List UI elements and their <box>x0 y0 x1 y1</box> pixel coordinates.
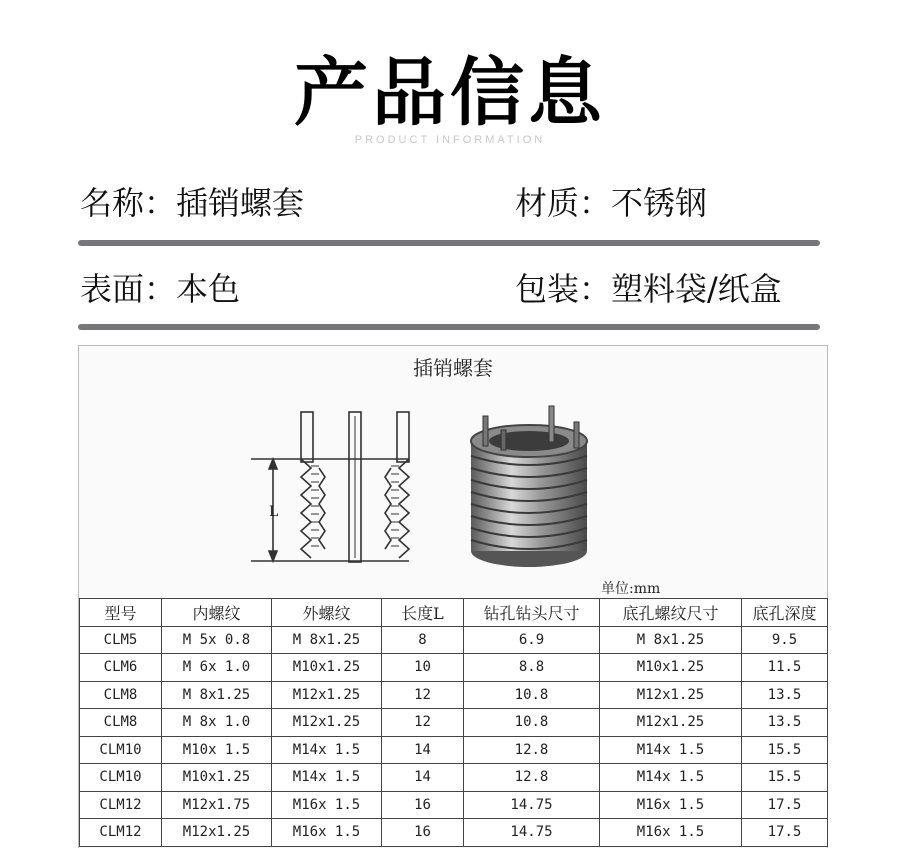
table-cell: 15.5 <box>742 764 828 792</box>
table-cell: 6.9 <box>464 626 600 654</box>
table-cell: CLM12 <box>80 791 162 819</box>
header-inner-thread: 内螺纹 <box>162 599 272 627</box>
table-cell: CLM8 <box>80 681 162 709</box>
table-cell: 12 <box>382 709 464 737</box>
table-cell: M14x 1.5 <box>600 736 742 764</box>
table-header-row <box>80 599 828 627</box>
table-cell: 15.5 <box>742 736 828 764</box>
table-cell: M16x 1.5 <box>272 819 382 847</box>
table-cell: CLM12 <box>80 819 162 847</box>
info-row-1 <box>78 178 820 228</box>
header-tap-size: 底孔螺纹尺寸 <box>600 599 742 627</box>
header-outer-thread: 外螺纹 <box>272 599 382 627</box>
table-cell: CLM5 <box>80 626 162 654</box>
table-cell: M16x 1.5 <box>600 819 742 847</box>
table-cell: M14x 1.5 <box>272 736 382 764</box>
table-cell: M 6x 1.0 <box>162 654 272 682</box>
info-row-2 <box>78 264 820 314</box>
table-cell: 14.75 <box>464 819 600 847</box>
table-cell: 12 <box>382 681 464 709</box>
spec-table <box>79 598 828 847</box>
page-subtitle: PRODUCT INFORMATION <box>354 134 546 146</box>
table-cell: M12x1.25 <box>600 709 742 737</box>
product-material: 材质：不锈钢 <box>515 184 708 222</box>
table-cell: M12x1.25 <box>272 681 382 709</box>
table-cell: M16x 1.5 <box>272 791 382 819</box>
table-cell: 9.5 <box>742 626 828 654</box>
table-cell: M12x1.25 <box>272 709 382 737</box>
unit-label: 单位:mm <box>601 581 661 597</box>
table-cell: 13.5 <box>742 681 828 709</box>
table-cell: 16 <box>382 819 464 847</box>
table-cell: CLM10 <box>80 736 162 764</box>
insert-photo <box>471 406 587 567</box>
table-cell: M12x1.25 <box>600 681 742 709</box>
header-hole-depth: 底孔深度 <box>742 599 828 627</box>
table-cell: 12.8 <box>464 736 600 764</box>
product-figure <box>78 345 828 848</box>
table-cell: 14 <box>382 764 464 792</box>
table-cell: M16x 1.5 <box>600 791 742 819</box>
table-cell: M14x 1.5 <box>272 764 382 792</box>
table-row <box>80 736 828 764</box>
table-cell: M14x 1.5 <box>600 764 742 792</box>
table-cell: M10x1.25 <box>162 764 272 792</box>
table-cell: M10x1.25 <box>272 654 382 682</box>
table-cell: 14 <box>382 736 464 764</box>
table-row <box>80 654 828 682</box>
divider-2 <box>78 324 820 330</box>
table-row <box>80 681 828 709</box>
table-cell: 12.8 <box>464 764 600 792</box>
figure-title: 插销螺套 <box>413 356 493 380</box>
table-cell: M 8x1.25 <box>600 626 742 654</box>
table-cell: 14.75 <box>464 791 600 819</box>
header-length: 长度L <box>382 599 464 627</box>
table-cell: M 5x 0.8 <box>162 626 272 654</box>
table-cell: 17.5 <box>742 819 828 847</box>
header-model: 型号 <box>80 599 162 627</box>
product-surface: 表面：本色 <box>80 270 241 308</box>
table-row <box>80 626 828 654</box>
table-cell: 17.5 <box>742 791 828 819</box>
dimension-label: L <box>269 504 279 520</box>
table-row <box>80 709 828 737</box>
table-cell: 10 <box>382 654 464 682</box>
table-cell: CLM6 <box>80 654 162 682</box>
table-cell: CLM10 <box>80 764 162 792</box>
table-cell: M12x1.75 <box>162 791 272 819</box>
table-cell: 8 <box>382 626 464 654</box>
table-cell: CLM8 <box>80 709 162 737</box>
product-name: 名称：插销螺套 <box>80 184 305 222</box>
table-row <box>80 791 828 819</box>
table-row <box>80 764 828 792</box>
table-cell: M 8x1.25 <box>272 626 382 654</box>
table-row <box>80 819 828 847</box>
table-cell: M10x 1.5 <box>162 736 272 764</box>
product-drawing <box>79 346 827 598</box>
table-cell: 10.8 <box>464 709 600 737</box>
table-cell: 11.5 <box>742 654 828 682</box>
table-cell: M 8x 1.0 <box>162 709 272 737</box>
table-cell: 10.8 <box>464 681 600 709</box>
table-cell: 8.8 <box>464 654 600 682</box>
page-title: 产品信息 <box>294 50 606 136</box>
product-packaging: 包装：塑料袋/纸盒 <box>515 270 782 308</box>
cross-section-drawing <box>251 412 409 562</box>
table-cell: 13.5 <box>742 709 828 737</box>
table-cell: M10x1.25 <box>600 654 742 682</box>
table-cell: M 8x1.25 <box>162 681 272 709</box>
divider-1 <box>78 240 820 246</box>
table-cell: M12x1.25 <box>162 819 272 847</box>
header-drill-size: 钻孔钻头尺寸 <box>464 599 600 627</box>
table-cell: 16 <box>382 791 464 819</box>
